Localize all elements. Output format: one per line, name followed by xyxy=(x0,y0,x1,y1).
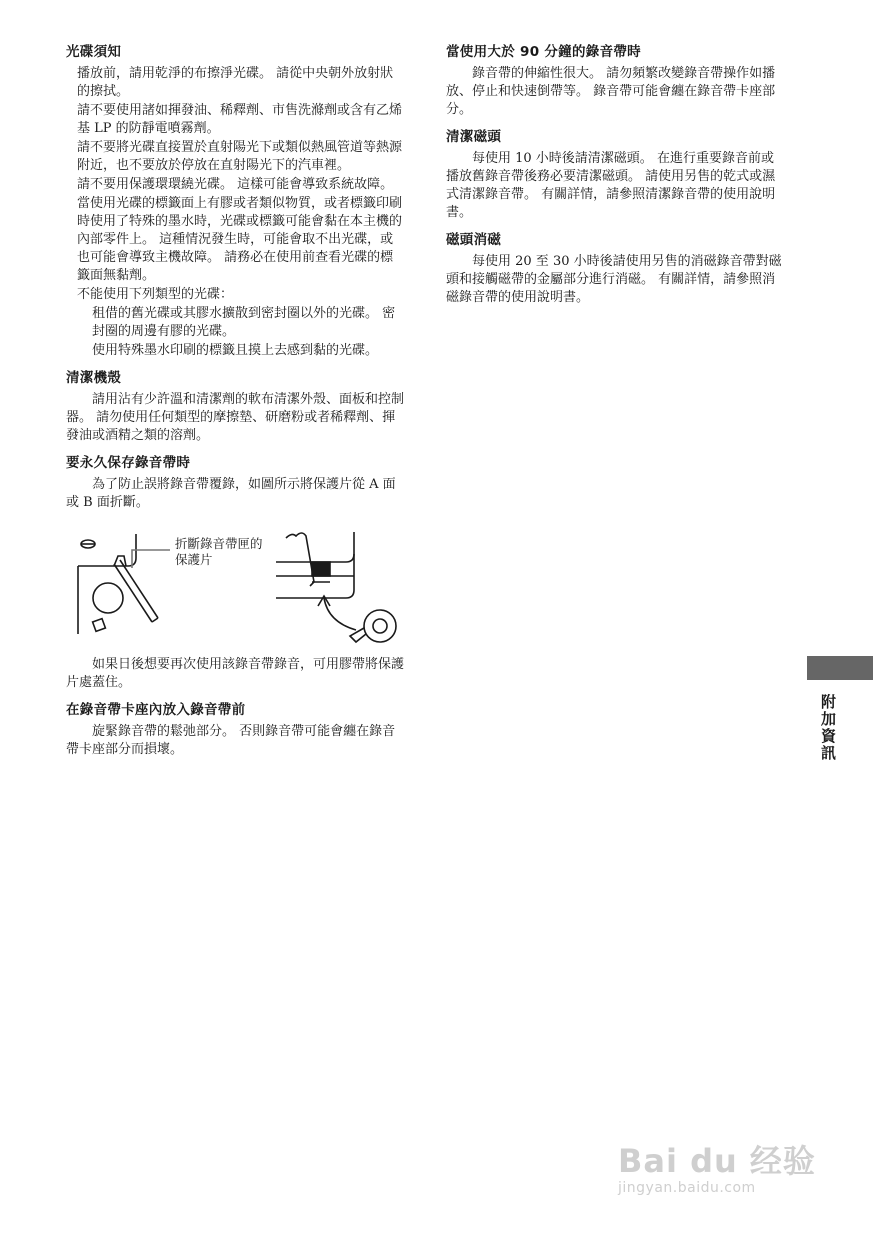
heading-demag: 磁頭消磁 xyxy=(446,232,502,248)
cd-note-2: 請不要使用諸如揮發油、稀釋劑、市售洗滌劑或含有乙烯基 LP 的防靜電噴霧劑。 xyxy=(77,103,403,136)
cd-subnote-2: 使用特殊墨水印刷的標籤且摸上去感到黏的光碟。 xyxy=(92,343,379,358)
heading-clean-case: 清潔機殼 xyxy=(66,370,122,386)
cd-note-5: 當使用光碟的標籤面上有膠或者類似物質，或者標籤印刷時使用了特殊的墨水時，光碟或標籤可能會黏在本主機的內部零件上。 這種情況發生時，可能會取不出光碟，或也可能會導致主機故障。 請務必在使用前查看光碟的標籤面無黏劑。 xyxy=(77,196,403,283)
keep-tape-text-2: 如果日後想要再次使用該錄音帶錄音，可用膠帶將保護片處蓋住。 xyxy=(66,657,405,690)
demag-text: 每使用 20 至 30 小時後請使用另售的消磁錄音帶對磁頭和接觸磁帶的金屬部分進行消磁。 有關詳情，請參照消磁錄音帶的使用說明書。 xyxy=(446,254,782,305)
clean-case-text: 請用沾有少許溫和清潔劑的軟布清潔外殼、面板和控制器。 請勿使用任何類型的摩擦墊、研磨粉或者稀釋劑、揮發油或酒精之類的溶劑。 xyxy=(66,392,405,443)
watermark-logo: Bai du 经验 xyxy=(618,1142,816,1180)
cd-note-4: 請不要用保護環環繞光碟。 這樣可能會導致系統故障。 xyxy=(77,177,394,192)
section-before-insert xyxy=(66,702,406,759)
watermark-url: jingyan.baidu.com xyxy=(618,1180,756,1196)
section-demag xyxy=(446,232,786,307)
heading-cd-notes: 光碟須知 xyxy=(66,44,122,60)
right-column xyxy=(446,44,786,317)
cd-subnote-1: 租借的舊光碟或其膠水擴散到密封圈以外的光碟。 密封圈的周邊有膠的光碟。 xyxy=(92,306,396,339)
cassette-tab-figure xyxy=(66,524,406,648)
heading-before-insert: 在錄音帶卡座內放入錄音帶前 xyxy=(66,702,246,718)
cd-note-6: 不能使用下列類型的光碟： xyxy=(77,287,234,302)
keep-tape-text: 為了防止誤將錄音帶覆錄，如圖所示將保護片從 A 面或 B 面折斷。 xyxy=(66,477,396,510)
section-keep-tape xyxy=(66,455,406,692)
heading-clean-head: 清潔磁頭 xyxy=(446,129,502,145)
heading-long-tape: 當使用大於 90 分鐘的錄音帶時 xyxy=(446,44,641,60)
watermark xyxy=(618,1136,818,1196)
long-tape-text: 錄音帶的伸縮性很大。 請勿頻繁改變錄音帶操作如播放、停止和快速倒帶等。 錄音帶可能會纏在錄音帶卡座部分。 xyxy=(446,66,776,117)
section-clean-head xyxy=(446,129,786,222)
cd-note-1: 播放前，請用乾淨的布擦淨光碟。 請從中央朝外放射狀的擦拭。 xyxy=(77,66,394,99)
section-long-tape xyxy=(446,44,786,119)
section-tab-marker xyxy=(807,656,873,680)
side-section-label: 附加資訊 xyxy=(819,694,837,762)
cd-note-3: 請不要將光碟直接置於直射陽光下或類似熱風管道等熱源附近，也不要放於停放在直射陽光下的汽車裡。 xyxy=(77,140,403,173)
section-clean-case xyxy=(66,370,406,445)
before-insert-text: 旋緊錄音帶的鬆弛部分。 否則錄音帶可能會纏在錄音帶卡座部分而損壞。 xyxy=(66,724,396,757)
figure-label: 折斷錄音帶匣的保護片 xyxy=(175,536,263,567)
left-column xyxy=(66,44,406,769)
heading-keep-tape: 要永久保存錄音帶時 xyxy=(66,455,191,471)
clean-head-text: 每使用 10 小時後請清潔磁頭。 在進行重要錄音前或播放舊錄音帶後務必要清潔磁頭。 請使用另售的乾式或濕式清潔錄音帶。 有關詳情，請參照清潔錄音帶的使用說明書。 xyxy=(446,151,776,220)
section-cd-notes xyxy=(66,44,406,360)
